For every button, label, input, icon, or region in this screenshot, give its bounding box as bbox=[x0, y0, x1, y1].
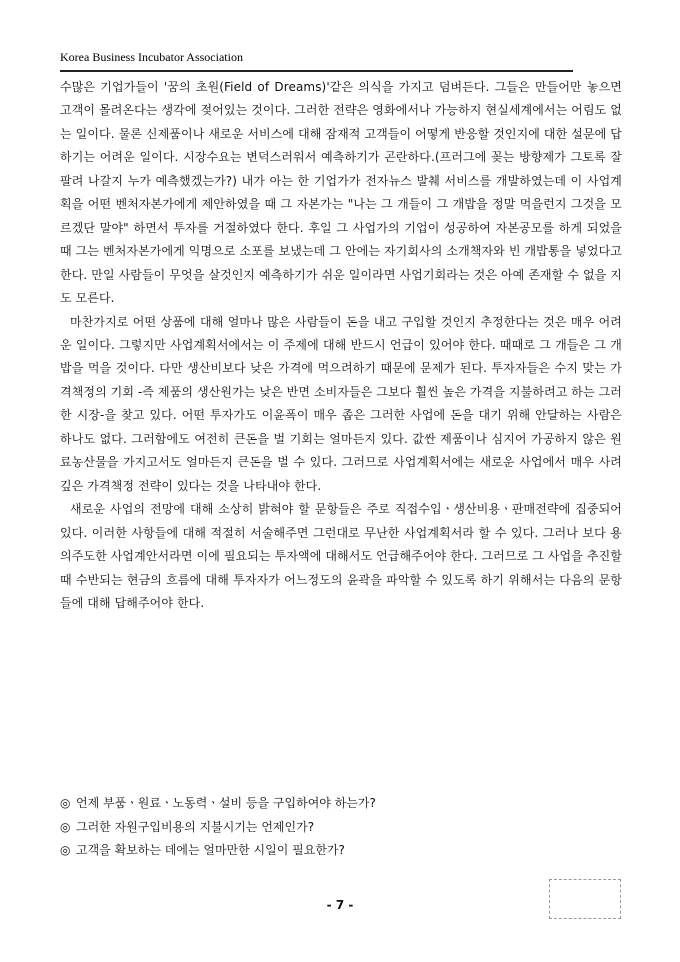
double-circle-icon: ◎ bbox=[60, 819, 71, 834]
double-circle-icon: ◎ bbox=[60, 843, 71, 857]
header-org-name: Korea Business Incubator Association bbox=[60, 50, 243, 64]
list-item bbox=[60, 792, 620, 816]
paragraph-2: 마찬가지로 어떤 상품에 대해 얼마나 많은 사람들이 돈을 내고 구입할 것인지 추정한다는 것은 매우 어려운 일이다. 그렇지만 사업계획서에서는 이 주제에 대해 반드시 언급이 있어야 한다. 때때로 그 개들은 그 개밥을 먹을 것이다. 다만 생산비보다 낮은 가격에 먹으려하기 때문에 문제가 된다. 투자자들은 수지 맞는 가격책정의 기회 -즉 제품의 생산원가는 낮은 반면 소비자들은 그보다 훨씬 높은 가격을 지불하려고 하는 그러한 시장-을 찾고 있다. 어떤 투자가도 이윤폭이 매우 좁은 그러한 사업에 돈을 대기 위해 안달하는 사람은 하나도 없다. 그러함에도 여전히 큰돈을 벌 기회는 얼마든지 있다. 값싼 제품이나 심지어 가공하지 않은 원료농산물을 가지고서도 얼마든지 큰돈을 벌 수 있다. 그러므로 사업계획서에는 새로운 사업에서 매우 사려깊은 가격책정 전략이 있다는 것을 나타내야 한다. bbox=[60, 314, 622, 493]
page-number: - 7 - bbox=[326, 898, 354, 912]
document-body bbox=[60, 76, 622, 615]
list-item-text: 그러한 자원구입비용의 지불시기는 언제인가? bbox=[76, 819, 315, 834]
paragraph-1: 수많은 기업가들이 '꿈의 초원(Field of Dreams)'같은 의식을 가지고 덤벼든다. 그들은 만들어만 놓으면 고객이 몰려온다는 생각에 젖어있는 것이다. 그러한 전략은 영화에서나 가능하지 현실세계에서는 어림도 없는 일이다. 물론 신제품이나 새로운 서비스에 대해 잠재적 고객들이 어떻게 반응할 것인지에 대한 설문에 답하기는 어려운 일이다. 시장수요는 변덕스러워서 예측하기가 곤란하다.(프러그에 꽂는 방향제가 그토록 잘팔려 나갈지 누가 예측했겠는가?) 내가 아는 한 기업가가 전자뉴스 발췌 서비스를 개발하였는데 이 사업계획을 어떤 벤처자본가에게 제안하였을 때 그 자본가는 "나는 그 개들이 그 개밥을 정말 먹을런지 그것을 모르겠단 말야" 하면서 투자를 거절하였다 한다. 후일 그 사업가의 기업이 성공하여 자본공모를 하게 되었을 때 그는 벤처자본가에게 익명으로 소포를 보냈는데 그 안에는 자기회사의 소개책자와 빈 개밥통을 넣었다고 한다. 만일 사람들이 무엇을 살것인지 예측하기가 쉬운 일이라면 사업기회라는 것은 아예 존재할 수 없을 지도 모른다. bbox=[60, 80, 622, 306]
paragraph-3: 새로운 사업의 전망에 대해 소상히 밝혀야 할 문항들은 주로 직접수입ㆍ생산비용ㆍ판매전략에 집중되어 있다. 이러한 사항들에 대해 적절히 서술해주면 그런대로 무난한 사업계획서라 할 수 있다. 그러나 보다 용의주도한 사업계안서라면 이에 필요되는 투자액에 대해서도 언급해주어야 한다. 그러므로 그 사업을 추진할때 수반되는 현금의 흐름에 대해 투자자가 어느정도의 윤곽을 파악할 수 있도록 하기 위해서는 다음의 문항들에 대해 답해주어야 한다. bbox=[60, 502, 622, 610]
header-rule bbox=[60, 70, 573, 72]
list-item-text: 고객을 확보하는 데에는 얼마만한 시일이 필요한가? bbox=[76, 843, 345, 857]
list-item bbox=[60, 816, 620, 840]
question-list bbox=[60, 792, 620, 863]
list-item-text: 언제 부품ㆍ원료ㆍ노동력ㆍ설비 등을 구입하여야 하는가? bbox=[76, 796, 376, 810]
double-circle-icon: ◎ bbox=[60, 796, 71, 810]
list-item bbox=[60, 839, 620, 863]
